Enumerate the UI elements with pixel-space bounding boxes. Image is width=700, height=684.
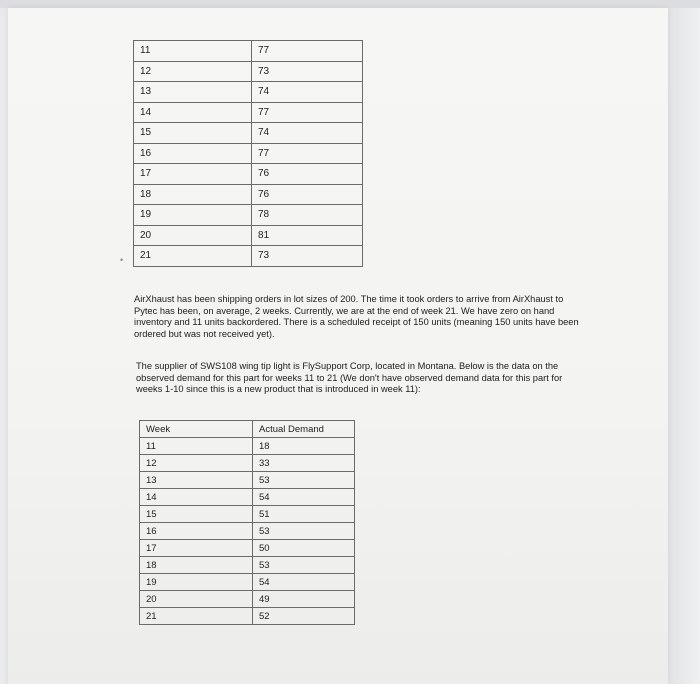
value-cell: 77 — [252, 41, 363, 62]
week-cell: 12 — [134, 61, 252, 82]
value-cell: 49 — [253, 591, 355, 608]
week-cell: 12 — [140, 455, 253, 472]
table-row — [134, 123, 363, 144]
value-cell: 76 — [252, 164, 363, 185]
value-cell: 81 — [252, 225, 363, 246]
value-cell: 18 — [253, 438, 355, 455]
value-cell: 53 — [253, 557, 355, 574]
table-row — [140, 455, 355, 472]
table-row — [134, 143, 363, 164]
table-row — [140, 540, 355, 557]
demand-table-header-row — [140, 421, 355, 438]
week-cell: 21 — [140, 608, 253, 625]
table-row — [134, 184, 363, 205]
value-cell: 54 — [253, 574, 355, 591]
table-row — [134, 102, 363, 123]
value-cell: 53 — [253, 523, 355, 540]
week-cell: 14 — [140, 489, 253, 506]
week-cell: 11 — [134, 41, 252, 62]
value-cell: 74 — [252, 123, 363, 144]
value-cell: 73 — [252, 246, 363, 267]
value-cell: 77 — [252, 102, 363, 123]
margin-mark: • — [120, 255, 124, 265]
week-cell: 17 — [140, 540, 253, 557]
table-row — [140, 438, 355, 455]
week-cell: 20 — [134, 225, 252, 246]
table-row — [134, 246, 363, 267]
value-cell: 50 — [253, 540, 355, 557]
table-row — [134, 205, 363, 226]
table-row — [140, 557, 355, 574]
table-row — [134, 41, 363, 62]
header-week: Week — [140, 421, 253, 438]
week-cell: 13 — [134, 82, 252, 103]
value-cell: 33 — [253, 455, 355, 472]
table-row — [140, 591, 355, 608]
value-cell: 54 — [253, 489, 355, 506]
top-data-table — [133, 40, 363, 267]
value-cell: 78 — [252, 205, 363, 226]
value-cell: 51 — [253, 506, 355, 523]
week-cell: 16 — [140, 523, 253, 540]
value-cell: 73 — [252, 61, 363, 82]
paragraph-airxhaust: AirXhaust has been shipping orders in lot sizes of 200. The time it took orders to arrive from AirXhaust to Pytec has been, on average, 2 weeks. Currently, we are at the end of week 21. We have zero on hand inventory and 11 units backordered. There is a scheduled receipt of 150 units (meaning 150 units have been ordered but was not received yet). — [134, 294, 579, 339]
week-cell: 13 — [140, 472, 253, 489]
paragraph-supplier: The supplier of SWS108 wing tip light is FlySupport Corp, located in Montana. Below is the data on the observed demand for this part for weeks 11 to 21 (We don't have observed demand data for this part for weeks 1-10 since this is a new product that is introduced in week 11): — [136, 361, 563, 394]
table-row — [140, 574, 355, 591]
demand-table — [139, 420, 355, 625]
value-cell: 52 — [253, 608, 355, 625]
top-strip — [0, 0, 700, 8]
week-cell: 16 — [134, 143, 252, 164]
value-cell: 76 — [252, 184, 363, 205]
week-cell: 17 — [134, 164, 252, 185]
week-cell: 21 — [134, 246, 252, 267]
header-actual-demand: Actual Demand — [253, 421, 355, 438]
week-cell: 18 — [140, 557, 253, 574]
table-row — [140, 523, 355, 540]
demand-table-body — [140, 438, 355, 625]
table-row — [134, 225, 363, 246]
top-data-table-body — [134, 41, 363, 267]
week-cell: 14 — [134, 102, 252, 123]
week-cell: 15 — [140, 506, 253, 523]
table-row — [134, 82, 363, 103]
week-cell: 19 — [140, 574, 253, 591]
background-edge — [668, 8, 700, 684]
value-cell: 77 — [252, 143, 363, 164]
value-cell: 74 — [252, 82, 363, 103]
table-row — [134, 164, 363, 185]
week-cell: 18 — [134, 184, 252, 205]
week-cell: 11 — [140, 438, 253, 455]
table-row — [140, 489, 355, 506]
table-row — [140, 608, 355, 625]
table-row — [134, 61, 363, 82]
table-row — [140, 472, 355, 489]
table-row — [140, 506, 355, 523]
week-cell: 20 — [140, 591, 253, 608]
week-cell: 19 — [134, 205, 252, 226]
value-cell: 53 — [253, 472, 355, 489]
week-cell: 15 — [134, 123, 252, 144]
